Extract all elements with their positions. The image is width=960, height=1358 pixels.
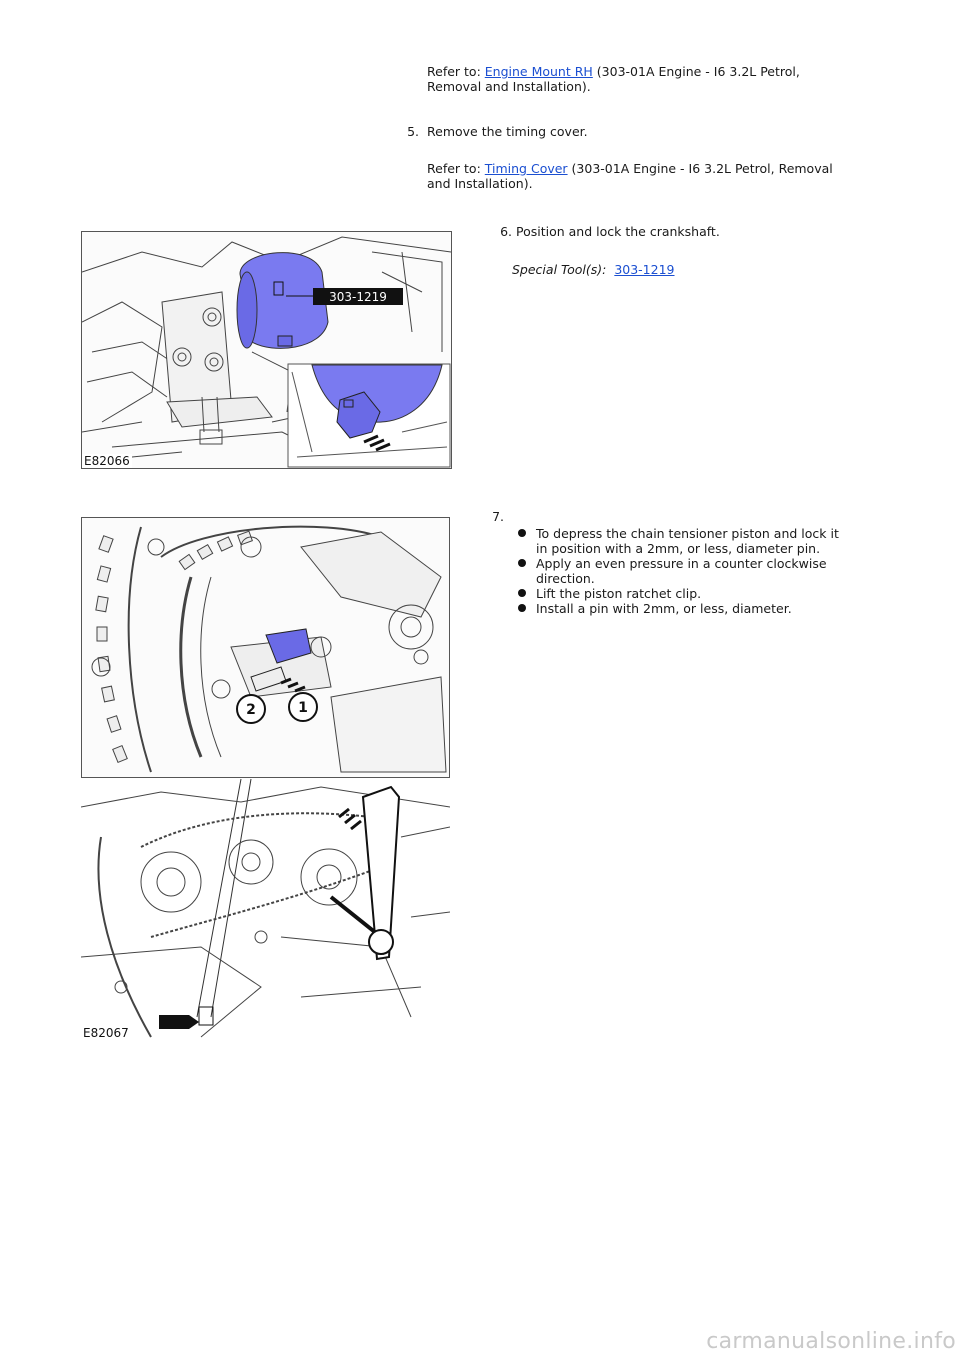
refer-prefix: Refer to: bbox=[427, 64, 485, 79]
bullet-text: Lift the piston ratchet clip. bbox=[536, 586, 702, 601]
step7-number: 7. bbox=[492, 509, 504, 524]
callout-2: 2 bbox=[246, 702, 256, 718]
link-tool-303-1219[interactable]: 303-1219 bbox=[614, 262, 675, 277]
link-timing-cover[interactable]: Timing Cover bbox=[484, 161, 568, 176]
step4-refer-line2: Removal and Installation). bbox=[427, 79, 591, 94]
list-item bbox=[510, 601, 839, 616]
figure-id-e82066: E82066 bbox=[84, 454, 130, 468]
figure-id-e82067: E82067 bbox=[83, 1026, 129, 1040]
list-item-continuation bbox=[510, 571, 839, 586]
list-item bbox=[510, 586, 839, 601]
bullet-text: To depress the chain tensioner piston and lock it bbox=[536, 526, 839, 541]
list-item-continuation bbox=[510, 541, 839, 556]
step5-number: 5. bbox=[407, 124, 419, 139]
step6-text: Position and lock the crankshaft. bbox=[516, 224, 720, 239]
step6-special-tool bbox=[512, 262, 675, 277]
list-item bbox=[510, 556, 839, 571]
callout-1: 1 bbox=[298, 700, 308, 716]
callout-303-1219: 303-1219 bbox=[329, 290, 387, 304]
chain-tensioner-illustration bbox=[81, 517, 450, 1040]
special-tool-label: Special Tool(s): bbox=[512, 262, 607, 277]
step7-bullet-list bbox=[510, 526, 839, 616]
list-item bbox=[510, 526, 839, 541]
step4-refer-line1 bbox=[427, 64, 800, 79]
step5-text: Remove the timing cover. bbox=[427, 124, 588, 139]
figure-e82067 bbox=[81, 517, 450, 1040]
refer-prefix: Refer to: bbox=[427, 161, 485, 176]
bullet-text: Apply an even pressure in a counter clockwise bbox=[536, 556, 827, 571]
bullet-text: direction. bbox=[536, 571, 595, 586]
refer-suffix: (303-01A Engine - I6 3.2L Petrol, bbox=[592, 64, 800, 79]
crankshaft-lock-illustration bbox=[82, 232, 451, 468]
bullet-text: in position with a 2mm, or less, diameter pin. bbox=[536, 541, 821, 556]
figure-e82066 bbox=[81, 231, 452, 469]
refer-suffix: (303-01A Engine - I6 3.2L Petrol, Removal bbox=[567, 161, 833, 176]
step5-refer-line1 bbox=[427, 161, 833, 176]
link-engine-mount-rh[interactable]: Engine Mount RH bbox=[484, 64, 593, 79]
step6-number: 6. bbox=[500, 224, 512, 239]
footer-watermark: carmanualsonline.info bbox=[706, 1329, 956, 1354]
bullet-text: Install a pin with 2mm, or less, diameter. bbox=[536, 601, 792, 616]
step5-refer-line2: and Installation). bbox=[427, 176, 533, 191]
